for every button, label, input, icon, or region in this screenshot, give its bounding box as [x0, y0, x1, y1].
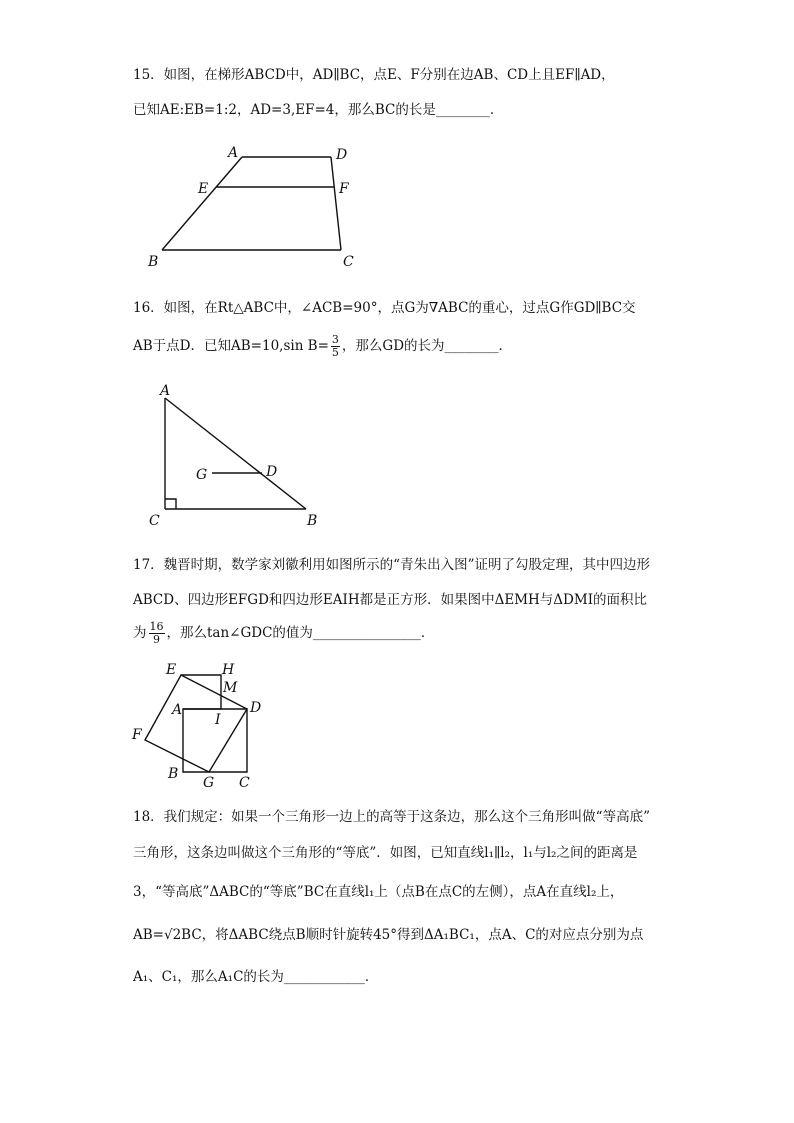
- q17-line-2: ABCD、四边形EFGD和四边形EAIH都是正方形．如果图中ΔEMH与ΔDMI的面积比: [133, 592, 648, 608]
- label-m: M: [223, 680, 238, 696]
- q18-line-2: 三角形，这条边叫做这个三角形的“等底”．如图，已知直线l₁∥l₂，l₁与l₂之间的距离是: [133, 845, 638, 861]
- q16-line-2-pre: AB于点D．已知AB=10,sin B=: [133, 338, 329, 354]
- label-d: D: [336, 147, 348, 163]
- q16-line-1: 16．如图，在Rt△ABC中，∠ACB=90°，点G为∇ABC的重心，过点G作GD∥BC交: [133, 300, 636, 316]
- label-g: G: [203, 775, 215, 791]
- label-b: B: [307, 513, 318, 529]
- label-e: E: [198, 181, 209, 197]
- fraction-denominator: 5: [331, 346, 339, 359]
- fraction-numerator: 16: [149, 620, 164, 633]
- fraction-denominator: 9: [153, 633, 160, 646]
- q18-line-3: 3，“等高底”ΔABC的“等底”BC在直线l₁上（点B在点C的左侧），点A在直线l₂上，: [133, 884, 624, 900]
- q17-line-3-post: ，那么tan∠GDC的值为________________．: [166, 625, 435, 641]
- label-c: C: [343, 254, 354, 270]
- label-c: C: [149, 513, 160, 529]
- label-f: F: [132, 727, 142, 743]
- fraction-numerator: 3: [331, 333, 339, 346]
- q18-line-4: AB=√2BC，将ΔABC绕点B顺时针旋转45°得到ΔA₁BC₁，点A、C的对应点分别为点: [133, 927, 644, 943]
- label-b: B: [168, 766, 179, 782]
- label-e: E: [166, 662, 177, 678]
- label-d: D: [250, 700, 262, 716]
- q15-line-2: 已知AE:EB=1:2，AD=3,EF=4，那么BC的长是________．: [133, 102, 504, 118]
- q17-line-1: 17．魏晋时期，数学家刘徽利用如图所示的“青朱出入图”证明了勾股定理，其中四边形: [133, 557, 650, 573]
- q15-line-1: 15．如图，在梯形ABCD中，AD∥BC，点E、F分别在边AB、CD上且EF∥AD，: [133, 67, 615, 83]
- label-b: B: [148, 254, 159, 270]
- label-c: C: [239, 775, 250, 791]
- label-i: I: [215, 712, 221, 728]
- q16-line-2-post: ，那么GD的长为________．: [341, 338, 513, 354]
- label-a: A: [160, 383, 171, 399]
- label-a: A: [172, 702, 183, 718]
- label-d: D: [266, 464, 278, 480]
- q17-line-3-pre: 为: [133, 625, 147, 641]
- label-h: H: [222, 662, 235, 678]
- label-g: G: [196, 467, 208, 483]
- label-f: F: [339, 181, 349, 197]
- label-a: A: [228, 145, 239, 161]
- q18-line-1: 18．我们规定：如果一个三角形一边上的高等于这条边，那么这个三角形叫做“等高底”: [133, 809, 650, 825]
- q18-line-5: A₁、C₁，那么A₁C的长为____________．: [133, 969, 379, 985]
